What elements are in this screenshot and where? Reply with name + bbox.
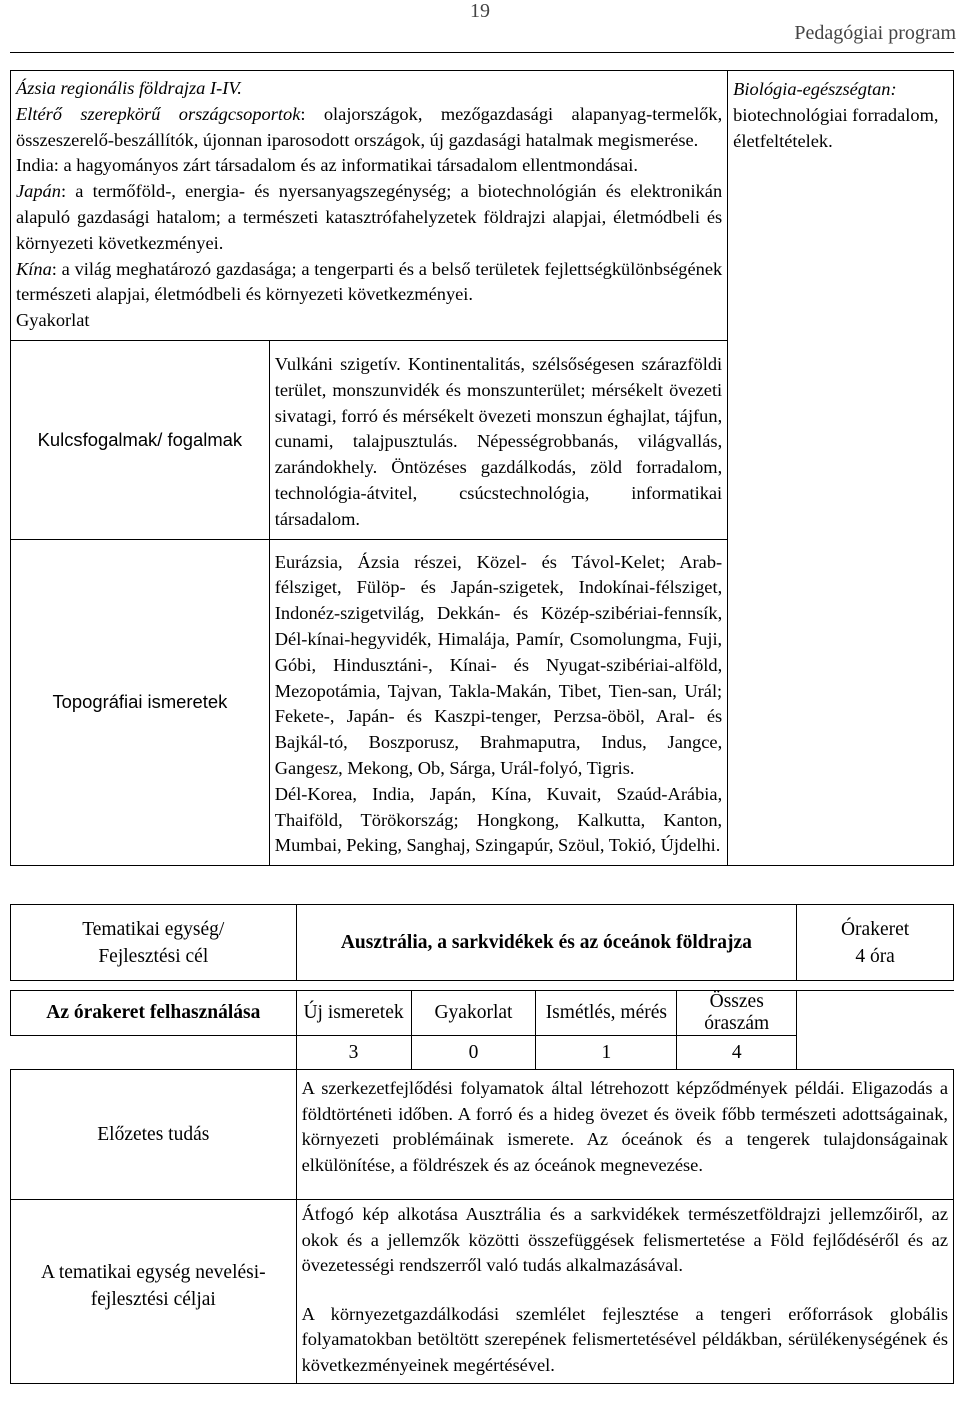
hours-values-row	[11, 1036, 954, 1070]
col-review: Ismétlés, mérés	[536, 991, 677, 1036]
unit-label-line2: Fejlesztési cél	[98, 945, 209, 967]
unit-title: Ausztrália, a sarkvidékek és az óceánok földrajza	[296, 905, 797, 981]
country-groups-text: : olajországok, mezőgazdasági alapanyag-termelők, összeszerelő-beszállítók, újonnan iparosodott országok, új gazdasági hatalmak megismerése.	[16, 103, 723, 150]
topography-countries-cities: Dél-Korea, India, Japán, Kína, Kuvait, Szaúd-Arábia, Thaiföld, Törökország; Hongkong, Kalkutta, Kanton, Mumbai, Peking, Sanghaj, Szingapúr, Szöul, Tokió, Újdelhi.	[274, 783, 723, 856]
prior-knowledge-label: Előzetes tudás	[11, 1070, 297, 1200]
col-total: Összes óraszám	[677, 991, 797, 1036]
asia-topic-table	[10, 70, 954, 866]
header-rule	[10, 52, 954, 53]
key-concepts-text: Vulkáni szigetív. Kontinentalitás, szélsőségesen szárazföldi terület, monszunvidék és monszunterület; mérsékelt övezeti sivatagi, forró és mérsékelt övezeti monszun éghajlat, tájfun, cunami, talajpusztulás. Népességrobbanás, világvallás, zarándokhely. Öntözéses gazdálkodás, zöld forradalom, technológia-átvitel, csúcstechnológia, informatikai társadalom.	[269, 340, 727, 539]
topography-text-cell	[269, 539, 727, 866]
key-concepts-label: Kulcsfogalmak/ fogalmak	[11, 340, 270, 539]
country-groups-label: Eltérő szerepkörű országcsoportok	[16, 103, 301, 124]
value-new-knowledge: 3	[296, 1036, 411, 1070]
cross-curricular-text: biotechnológiai forradalom, életfeltételek.	[733, 104, 939, 151]
japan-label: Japán	[16, 181, 61, 202]
prior-knowledge-row	[11, 1070, 954, 1200]
paragraph-practice: Gyakorlat	[16, 310, 90, 331]
paragraph-china	[16, 257, 722, 309]
paragraph-india: India: a hagyományos zárt társadalom és az informatikai társadalom ellentmondásai.	[16, 155, 638, 176]
hours-usage-header-row	[11, 991, 954, 1036]
spacer-row	[11, 981, 954, 991]
goals-row	[11, 1200, 954, 1384]
paragraph-country-groups	[16, 102, 722, 154]
value-review: 1	[536, 1036, 677, 1070]
japan-text: : a termőföld-, energia- és nyersanyagszegénység; a biotechnológián és elektronikán alapuló gazdasági hatalom; a természeti katasztrófahelyzetek földrajzi alapjai, életmódbeli és környezeti következményei.	[16, 181, 723, 253]
hours-value: 4 óra	[855, 945, 895, 967]
value-practice: 0	[411, 1036, 536, 1070]
topography-label: Topográfiai ismeretek	[11, 539, 270, 866]
paragraph-japan	[16, 179, 722, 256]
unit-label-cell	[11, 905, 297, 981]
goals-paragraph-1: Átfogó kép alkotása Ausztrália és a sarkvidékek természetföldrajzi jellemzőiről, az okok és a jellemzők közötti összefüggések felismertetése a Föld fejlődéséről és az övezetességi rendszerről való tudás alkalmazásával.	[301, 1204, 948, 1276]
australia-unit-table	[10, 904, 954, 1384]
goals-text-cell	[296, 1200, 953, 1384]
goals-paragraph-2: A környezetgazdálkodási szemlélet fejlesztése a tengeri erőforrások globális folyamatokban betöltött szerepének felismertetésével példákban, sérülékenységének és következményeinek megértésével.	[301, 1303, 948, 1375]
col-practice: Gyakorlat	[411, 991, 536, 1036]
china-text: : a világ meghatározó gazdasága; a tengerparti és a belső területek fejlettségkülönbségének természeti alapjai, életmódbeli és környezeti következményei.	[16, 258, 723, 305]
hours-usage-label: Az órakeret felhasználása	[11, 991, 297, 1036]
unit-header-row	[11, 905, 954, 981]
content-cell	[11, 71, 728, 341]
hours-cell	[797, 905, 954, 981]
unit-label-line1: Tematikai egység/	[82, 918, 225, 940]
content-row	[11, 71, 954, 341]
topography-places: Eurázsia, Ázsia részei, Közel- és Távol-Kelet; Arab-félsziget, Fülöp- és Japán-szigetek, Indokínai-félsziget, Indonéz-szigetvilág, Dekkán- és Közép-szibériai-fennsík, Dél-kínai-hegyvidék, Himalája, Pamír, Csomolungma, Fuji, Góbi, Hindusztáni-, Kínai- és Nyugat-szibériai-alföld, Mezopotámia, Tajvan, Takla-Makán, Tibet, Tien-san, Urál; Fekete-, Japán- és Kaszpi-tenger, Perzsa-öböl, Aral- és Bajkál-tó, Boszporusz, Brahmaputra, Indus, Jangce, Gangesz, Mekong, Ob, Sárga, Urál-folyó, Tigris.	[274, 551, 723, 778]
col-new-knowledge: Új ismeretek	[296, 991, 411, 1036]
prior-knowledge-text: A szerkezetfejlődési folyamatok által létrehozott képződmények példái. Eligazodás a földtörténeti időben. A forró és a hideg övezet és öveik főbb természeti adottságainak, környezeti problémáinak ismerete. Az óceánok és a tengerek tulajdonságainak elkülönítése, a földrészek és az óceánok megnevezése.	[296, 1070, 953, 1200]
page-number: 19	[470, 0, 490, 22]
goals-label: A tematikai egység nevelési-fejlesztési céljai	[11, 1200, 297, 1384]
cross-curricular-cell	[728, 71, 954, 866]
value-total: 4	[677, 1036, 797, 1070]
cross-curricular-label: Biológia-egészségtan:	[733, 79, 897, 99]
china-label: Kína	[16, 258, 52, 279]
section-title: Ázsia regionális földrajza I-IV.	[16, 78, 242, 98]
hours-label: Órakeret	[840, 918, 910, 940]
document-header-title: Pedagógiai program	[794, 22, 956, 44]
